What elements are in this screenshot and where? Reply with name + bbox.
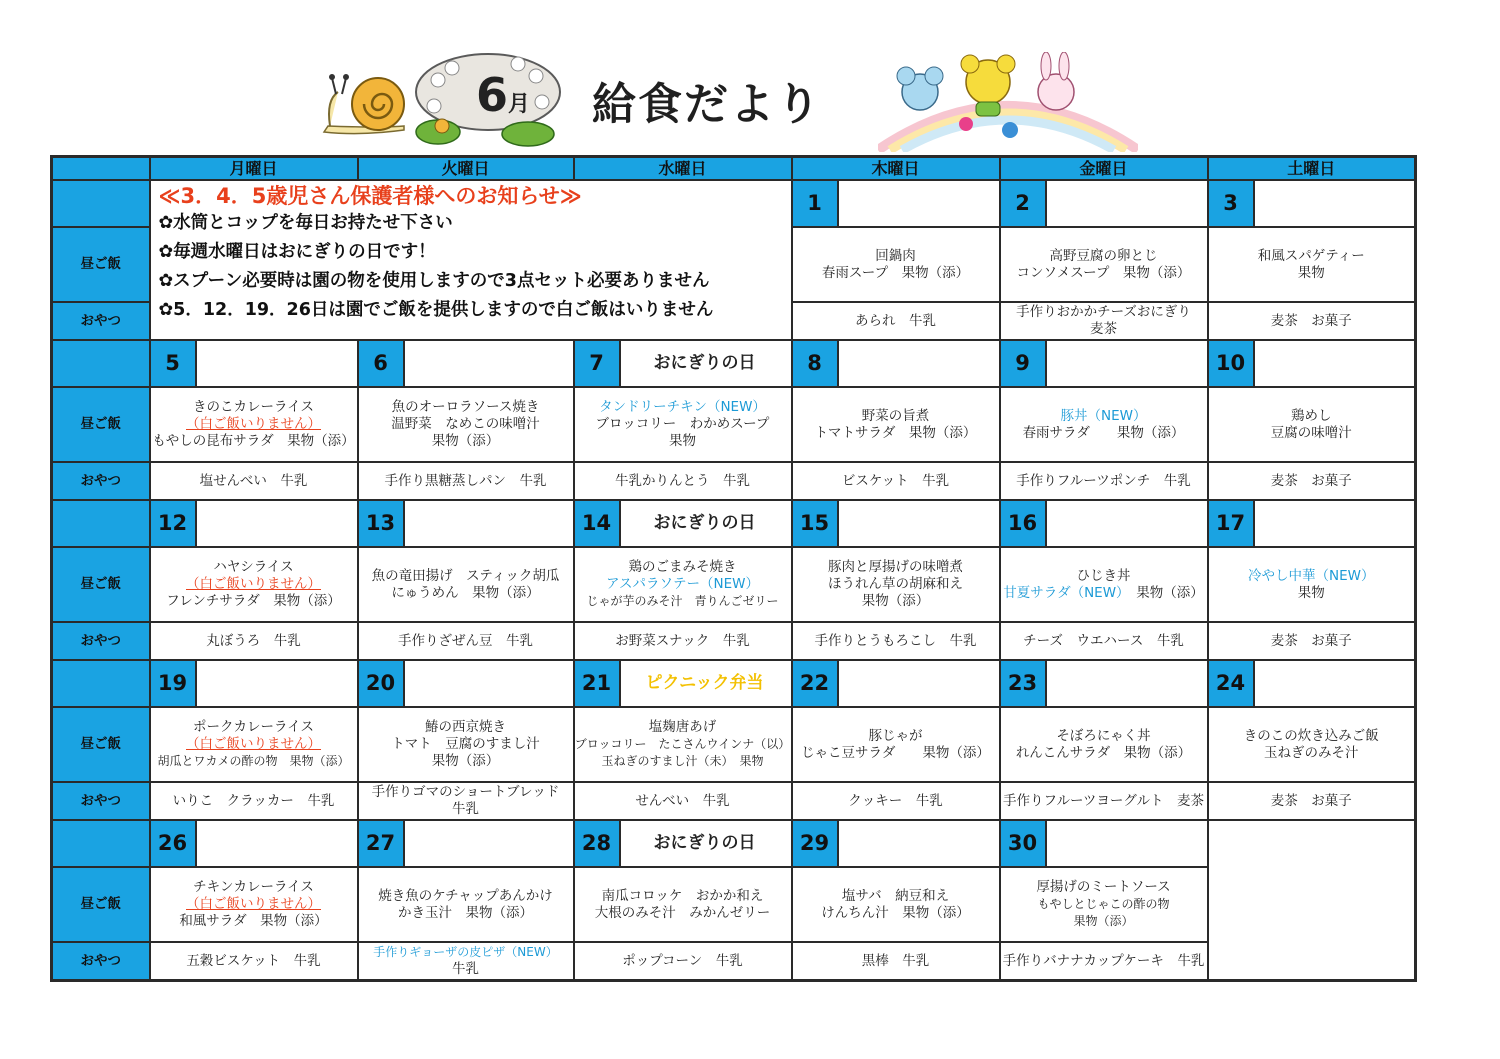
row-label-empty bbox=[52, 340, 150, 387]
notice-line: ✿水筒とコップを毎日お持たせ下さい bbox=[158, 213, 453, 233]
menu-line: 高野豆腐の卵とじ bbox=[1049, 247, 1158, 264]
menu-line: 厚揚げのミートソース bbox=[1036, 879, 1171, 895]
menu-line: 塩麹唐あげ bbox=[648, 719, 717, 735]
day-cell bbox=[574, 500, 792, 547]
menu-calendar bbox=[50, 155, 1417, 982]
day-number: 21 bbox=[575, 661, 621, 706]
menu-item: 果物（添） bbox=[1122, 584, 1204, 601]
snack-cell: 麦茶 お菓子 bbox=[1208, 782, 1416, 820]
snack-cell: 黒棒 牛乳 bbox=[792, 942, 1000, 981]
weekday-header-row bbox=[52, 157, 1416, 181]
menu-line: きのこカレーライス bbox=[193, 399, 314, 415]
menu-line: 果物 bbox=[1297, 584, 1325, 601]
row-label-snack: おやつ bbox=[52, 942, 150, 981]
day-number: 27 bbox=[359, 821, 405, 866]
day-number: 10 bbox=[1209, 341, 1255, 386]
day-number: 7 bbox=[575, 341, 621, 386]
month-unit: 月 bbox=[508, 92, 531, 117]
lunch-cell bbox=[1208, 707, 1416, 782]
lunch-cell bbox=[358, 387, 574, 462]
snack-cell: 手作りフルーツヨーグルト 麦茶 bbox=[1000, 782, 1208, 820]
day-number: 24 bbox=[1209, 661, 1255, 706]
day-number: 3 bbox=[1209, 181, 1255, 226]
snack-cell bbox=[1000, 302, 1208, 340]
day-note: おにぎりの日 bbox=[653, 513, 756, 533]
corner-cell bbox=[52, 157, 150, 181]
row-label-empty bbox=[52, 820, 150, 867]
menu-line: 和風サラダ 果物（添） bbox=[179, 913, 328, 929]
new-menu-line: 豚丼（NEW） bbox=[1060, 407, 1147, 424]
menu-line: 魚のオーロラソース焼き bbox=[391, 399, 540, 415]
lunch-cell bbox=[1000, 387, 1208, 462]
lunch-cell bbox=[1000, 867, 1208, 942]
no-rice-note: （白ご飯いりません） bbox=[186, 736, 321, 752]
day-cell bbox=[574, 340, 792, 387]
day-cell bbox=[574, 660, 792, 707]
new-menu-line: 手作りギョーザの皮ピザ（NEW） bbox=[373, 945, 558, 959]
snack-cell: 麦茶 お菓子 bbox=[1208, 462, 1416, 500]
day-number: 30 bbox=[1001, 821, 1047, 866]
week2-date-row bbox=[52, 340, 1416, 387]
week3-lunch-row bbox=[52, 547, 1416, 622]
snack-cell: 手作りフルーツポンチ 牛乳 bbox=[1000, 462, 1208, 500]
notice-line: ✿スプーン必要時は園の物を使用しますので3点セット必要ありません bbox=[158, 271, 710, 291]
day-cell bbox=[358, 820, 574, 867]
week5-date-row bbox=[52, 820, 1416, 867]
menu-line: そぼろにゃく丼 bbox=[1056, 727, 1151, 744]
week3-snack-row bbox=[52, 622, 1416, 660]
menu-line: 牛乳 bbox=[452, 961, 479, 977]
lunch-cell bbox=[358, 547, 574, 622]
menu-line: 果物（添） bbox=[431, 753, 500, 769]
snail-icon bbox=[320, 70, 410, 140]
row-label-empty bbox=[52, 180, 150, 227]
snack-cell: 麦茶 お菓子 bbox=[1208, 302, 1416, 340]
lunch-cell bbox=[574, 867, 792, 942]
menu-line: 果物 bbox=[1297, 264, 1325, 281]
menu-line: 鶏のごまみそ焼き bbox=[628, 559, 737, 575]
snack-cell: 麦茶 お菓子 bbox=[1208, 622, 1416, 660]
snack-cell: あられ 牛乳 bbox=[792, 302, 1000, 340]
day-cell bbox=[792, 500, 1000, 547]
row-label-empty bbox=[52, 660, 150, 707]
menu-line: 温野菜 なめこの味噌汁 bbox=[391, 416, 540, 432]
day-number: 22 bbox=[793, 661, 839, 706]
menu-line: 野菜の旨煮 bbox=[861, 407, 930, 424]
snack-cell: 丸ぼうろ 牛乳 bbox=[150, 622, 358, 660]
menu-line: 豚じゃが bbox=[868, 727, 923, 744]
row-label-snack: おやつ bbox=[52, 302, 150, 340]
day-number: 20 bbox=[359, 661, 405, 706]
day-number: 8 bbox=[793, 341, 839, 386]
day-note: おにぎりの日 bbox=[653, 833, 756, 853]
menu-line: ブロッコリー たこさんウインナ（以） bbox=[574, 737, 791, 751]
month-number: 6 bbox=[475, 68, 508, 122]
snack-cell: 塩せんべい 牛乳 bbox=[150, 462, 358, 500]
day-cell bbox=[358, 340, 574, 387]
day-number: 13 bbox=[359, 501, 405, 546]
day-number: 26 bbox=[151, 821, 197, 866]
day-cell bbox=[150, 820, 358, 867]
menu-line: トマト 豆腐のすまし汁 bbox=[391, 736, 540, 752]
menu-line: 豆腐の味噌汁 bbox=[1270, 424, 1352, 441]
day-number: 17 bbox=[1209, 501, 1255, 546]
menu-line: 果物 bbox=[669, 433, 696, 449]
new-menu-item: 甘夏サラダ（NEW） bbox=[1003, 584, 1123, 601]
day-cell bbox=[792, 340, 1000, 387]
menu-line: 大根のみそ汁 みかんゼリー bbox=[594, 904, 771, 921]
menu-line: 果物（添） bbox=[861, 593, 930, 609]
lunch-cell bbox=[1208, 387, 1416, 462]
day-cell bbox=[358, 500, 574, 547]
snack-cell: 手作りざぜん豆 牛乳 bbox=[358, 622, 574, 660]
day-number: 19 bbox=[151, 661, 197, 706]
lunch-cell bbox=[1000, 547, 1208, 622]
lunch-cell bbox=[1000, 227, 1208, 302]
menu-line: 胡瓜とワカメの酢の物 果物（添） bbox=[157, 754, 350, 768]
snack-cell: 五穀ビスケット 牛乳 bbox=[150, 942, 358, 981]
snack-cell: 手作り黒糖蒸しパン 牛乳 bbox=[358, 462, 574, 500]
weekday-saturday: 土曜日 bbox=[1208, 157, 1416, 181]
menu-line: 春雨サラダ 果物（添） bbox=[1022, 424, 1185, 441]
day-number: 6 bbox=[359, 341, 405, 386]
menu-line: 回鍋肉 bbox=[875, 247, 916, 264]
menu-line: 麦茶 bbox=[1090, 321, 1117, 337]
day-cell bbox=[574, 820, 792, 867]
lunch-cell bbox=[150, 547, 358, 622]
lunch-cell bbox=[574, 547, 792, 622]
row-label-snack: おやつ bbox=[52, 622, 150, 660]
month-label bbox=[448, 68, 558, 122]
lunch-cell bbox=[1000, 707, 1208, 782]
day-cell bbox=[1000, 180, 1208, 227]
weekday-thursday: 木曜日 bbox=[792, 157, 1000, 181]
week2-lunch-row bbox=[52, 387, 1416, 462]
snack-cell: いりこ クラッカー 牛乳 bbox=[150, 782, 358, 820]
row-label-snack: おやつ bbox=[52, 462, 150, 500]
row-label-lunch: 昼ご飯 bbox=[52, 387, 150, 462]
snack-cell: ポップコーン 牛乳 bbox=[574, 942, 792, 981]
new-menu-line: アスパラソテー（NEW） bbox=[606, 576, 759, 592]
menu-line: トマトサラダ 果物（添） bbox=[814, 424, 977, 441]
menu-line: じゃこ豆サラダ 果物（添） bbox=[801, 744, 990, 761]
day-note: おにぎりの日 bbox=[653, 353, 756, 373]
notice-line: ✿毎週水曜日はおにぎりの日です！ bbox=[158, 242, 436, 262]
menu-line: ひじき丼 bbox=[1076, 567, 1131, 584]
lunch-cell bbox=[1208, 547, 1416, 622]
no-rice-note: （白ご飯いりません） bbox=[186, 416, 321, 432]
menu-line: れんこんサラダ 果物（添） bbox=[1015, 744, 1192, 761]
day-cell bbox=[358, 660, 574, 707]
snack-cell: 手作りとうもろこし 牛乳 bbox=[792, 622, 1000, 660]
menu-line: 鰆の西京焼き bbox=[425, 719, 506, 735]
menu-line: ブロッコリー わかめスープ bbox=[595, 416, 770, 432]
day-cell bbox=[150, 660, 358, 707]
menu-line: もやしの昆布サラダ 果物（添） bbox=[152, 433, 355, 449]
row-label-lunch: 昼ご飯 bbox=[52, 547, 150, 622]
day-number: 15 bbox=[793, 501, 839, 546]
menu-line: 和風スパゲティー bbox=[1257, 247, 1365, 264]
day-number: 23 bbox=[1001, 661, 1047, 706]
day-cell bbox=[1208, 340, 1416, 387]
menu-line: 果物（添） bbox=[1073, 914, 1134, 928]
snack-cell: お野菜スナック 牛乳 bbox=[574, 622, 792, 660]
menu-line: 鶏めし bbox=[1291, 407, 1332, 424]
empty-cell bbox=[1208, 820, 1416, 981]
day-number: 5 bbox=[151, 341, 197, 386]
day-cell bbox=[1208, 180, 1416, 227]
menu-line: 焼き魚のケチャップあんかけ bbox=[378, 887, 553, 904]
day-cell bbox=[150, 340, 358, 387]
day-number: 12 bbox=[151, 501, 197, 546]
page-title: 給食だより bbox=[592, 79, 822, 130]
menu-line: 玉ねぎのすまし汁（未） 果物 bbox=[601, 754, 764, 768]
day-cell bbox=[1208, 500, 1416, 547]
lunch-cell bbox=[150, 867, 358, 942]
menu-line: 春雨スープ 果物（添） bbox=[821, 264, 970, 281]
day-number: 28 bbox=[575, 821, 621, 866]
lunch-cell bbox=[358, 707, 574, 782]
week2-snack-row bbox=[52, 462, 1416, 500]
day-cell bbox=[1000, 500, 1208, 547]
notice-box bbox=[150, 180, 792, 340]
menu-line: コンソメスープ 果物（添） bbox=[1016, 264, 1191, 281]
menu-line: ポークカレーライス bbox=[193, 719, 314, 735]
lunch-cell bbox=[792, 387, 1000, 462]
weekday-wednesday: 水曜日 bbox=[574, 157, 792, 181]
week1-date-row bbox=[52, 180, 1416, 227]
snack-cell: 手作りゴマのショートブレッド 牛乳 bbox=[358, 782, 574, 820]
row-label-lunch: 昼ご飯 bbox=[52, 867, 150, 942]
menu-line: きのこの炊き込みご飯 bbox=[1243, 727, 1379, 744]
weekday-friday: 金曜日 bbox=[1000, 157, 1208, 181]
snack-cell: 手作りバナナカップケーキ 牛乳 bbox=[1000, 942, 1208, 981]
menu-line: フレンチサラダ 果物（添） bbox=[166, 593, 341, 609]
week4-snack-row bbox=[52, 782, 1416, 820]
snack-cell bbox=[358, 942, 574, 981]
menu-line bbox=[1001, 585, 1207, 602]
menu-line: にゅうめん 果物（添） bbox=[391, 584, 540, 601]
menu-line: 魚の竜田揚げ スティック胡瓜 bbox=[371, 567, 560, 584]
menu-line: かき玉汁 果物（添） bbox=[398, 904, 533, 921]
day-number: 14 bbox=[575, 501, 621, 546]
day-cell bbox=[1000, 340, 1208, 387]
lunch-cell bbox=[1208, 227, 1416, 302]
menu-line: もやしとじゃこの酢の物 bbox=[1037, 897, 1170, 911]
day-cell bbox=[1000, 660, 1208, 707]
animals-rainbow-icon bbox=[878, 52, 1138, 152]
snack-cell: チーズ ウエハース 牛乳 bbox=[1000, 622, 1208, 660]
day-cell bbox=[792, 820, 1000, 867]
day-cell bbox=[792, 660, 1000, 707]
no-rice-note: （白ご飯いりません） bbox=[186, 896, 321, 912]
day-number: 16 bbox=[1001, 501, 1047, 546]
day-number: 1 bbox=[793, 181, 839, 226]
day-cell bbox=[1208, 660, 1416, 707]
menu-line: チキンカレーライス bbox=[193, 879, 314, 895]
day-cell bbox=[150, 500, 358, 547]
menu-line: 果物（添） bbox=[431, 433, 500, 449]
notice-line: ✿5．12．19．26日は園でご飯を提供しますので白ご飯はいりません bbox=[158, 300, 714, 320]
lunch-cell bbox=[150, 387, 358, 462]
header bbox=[0, 0, 1500, 155]
lunch-cell bbox=[792, 547, 1000, 622]
notice-title: ≪3．4．5歳児さん保護者様へのお知らせ≫ bbox=[158, 184, 582, 208]
menu-line: ハヤシライス bbox=[213, 559, 294, 575]
row-label-lunch: 昼ご飯 bbox=[52, 227, 150, 302]
menu-line: 豚肉と厚揚げの味噌煮 bbox=[828, 559, 963, 575]
day-cell bbox=[792, 180, 1000, 227]
menu-line: 手作りおかかチーズおにぎり bbox=[1016, 304, 1191, 320]
menu-line: 塩サバ 納豆和え bbox=[841, 887, 950, 904]
day-number: 29 bbox=[793, 821, 839, 866]
picnic-note: ピクニック弁当 bbox=[645, 673, 764, 693]
snack-cell: せんべい 牛乳 bbox=[574, 782, 792, 820]
weekday-monday: 月曜日 bbox=[150, 157, 358, 181]
lunch-cell bbox=[574, 387, 792, 462]
snack-cell: クッキー 牛乳 bbox=[792, 782, 1000, 820]
week4-date-row bbox=[52, 660, 1416, 707]
day-number: 2 bbox=[1001, 181, 1047, 226]
menu-line: けんちん汁 果物（添） bbox=[821, 904, 970, 921]
week3-date-row bbox=[52, 500, 1416, 547]
menu-line: じゃが芋のみそ汁 青りんごゼリー bbox=[586, 594, 779, 608]
row-label-empty bbox=[52, 500, 150, 547]
new-menu-line: 冷やし中華（NEW） bbox=[1248, 567, 1375, 584]
weekday-tuesday: 火曜日 bbox=[358, 157, 574, 181]
row-label-lunch: 昼ご飯 bbox=[52, 707, 150, 782]
lunch-cell bbox=[792, 227, 1000, 302]
lunch-cell bbox=[574, 707, 792, 782]
day-number: 9 bbox=[1001, 341, 1047, 386]
row-label-snack: おやつ bbox=[52, 782, 150, 820]
no-rice-note: （白ご飯いりません） bbox=[186, 576, 321, 592]
menu-line: 玉ねぎのみそ汁 bbox=[1264, 744, 1359, 761]
lunch-cell bbox=[150, 707, 358, 782]
snack-cell: ビスケット 牛乳 bbox=[792, 462, 1000, 500]
day-cell bbox=[1000, 820, 1208, 867]
lunch-cell bbox=[792, 707, 1000, 782]
lunch-cell bbox=[792, 867, 1000, 942]
menu-line: 南瓜コロッケ おかか和え bbox=[601, 887, 764, 904]
snack-cell: 牛乳かりんとう 牛乳 bbox=[574, 462, 792, 500]
new-menu-line: タンドリーチキン（NEW） bbox=[599, 399, 766, 415]
menu-line: ほうれん草の胡麻和え bbox=[828, 576, 963, 592]
lunch-cell bbox=[358, 867, 574, 942]
week4-lunch-row bbox=[52, 707, 1416, 782]
